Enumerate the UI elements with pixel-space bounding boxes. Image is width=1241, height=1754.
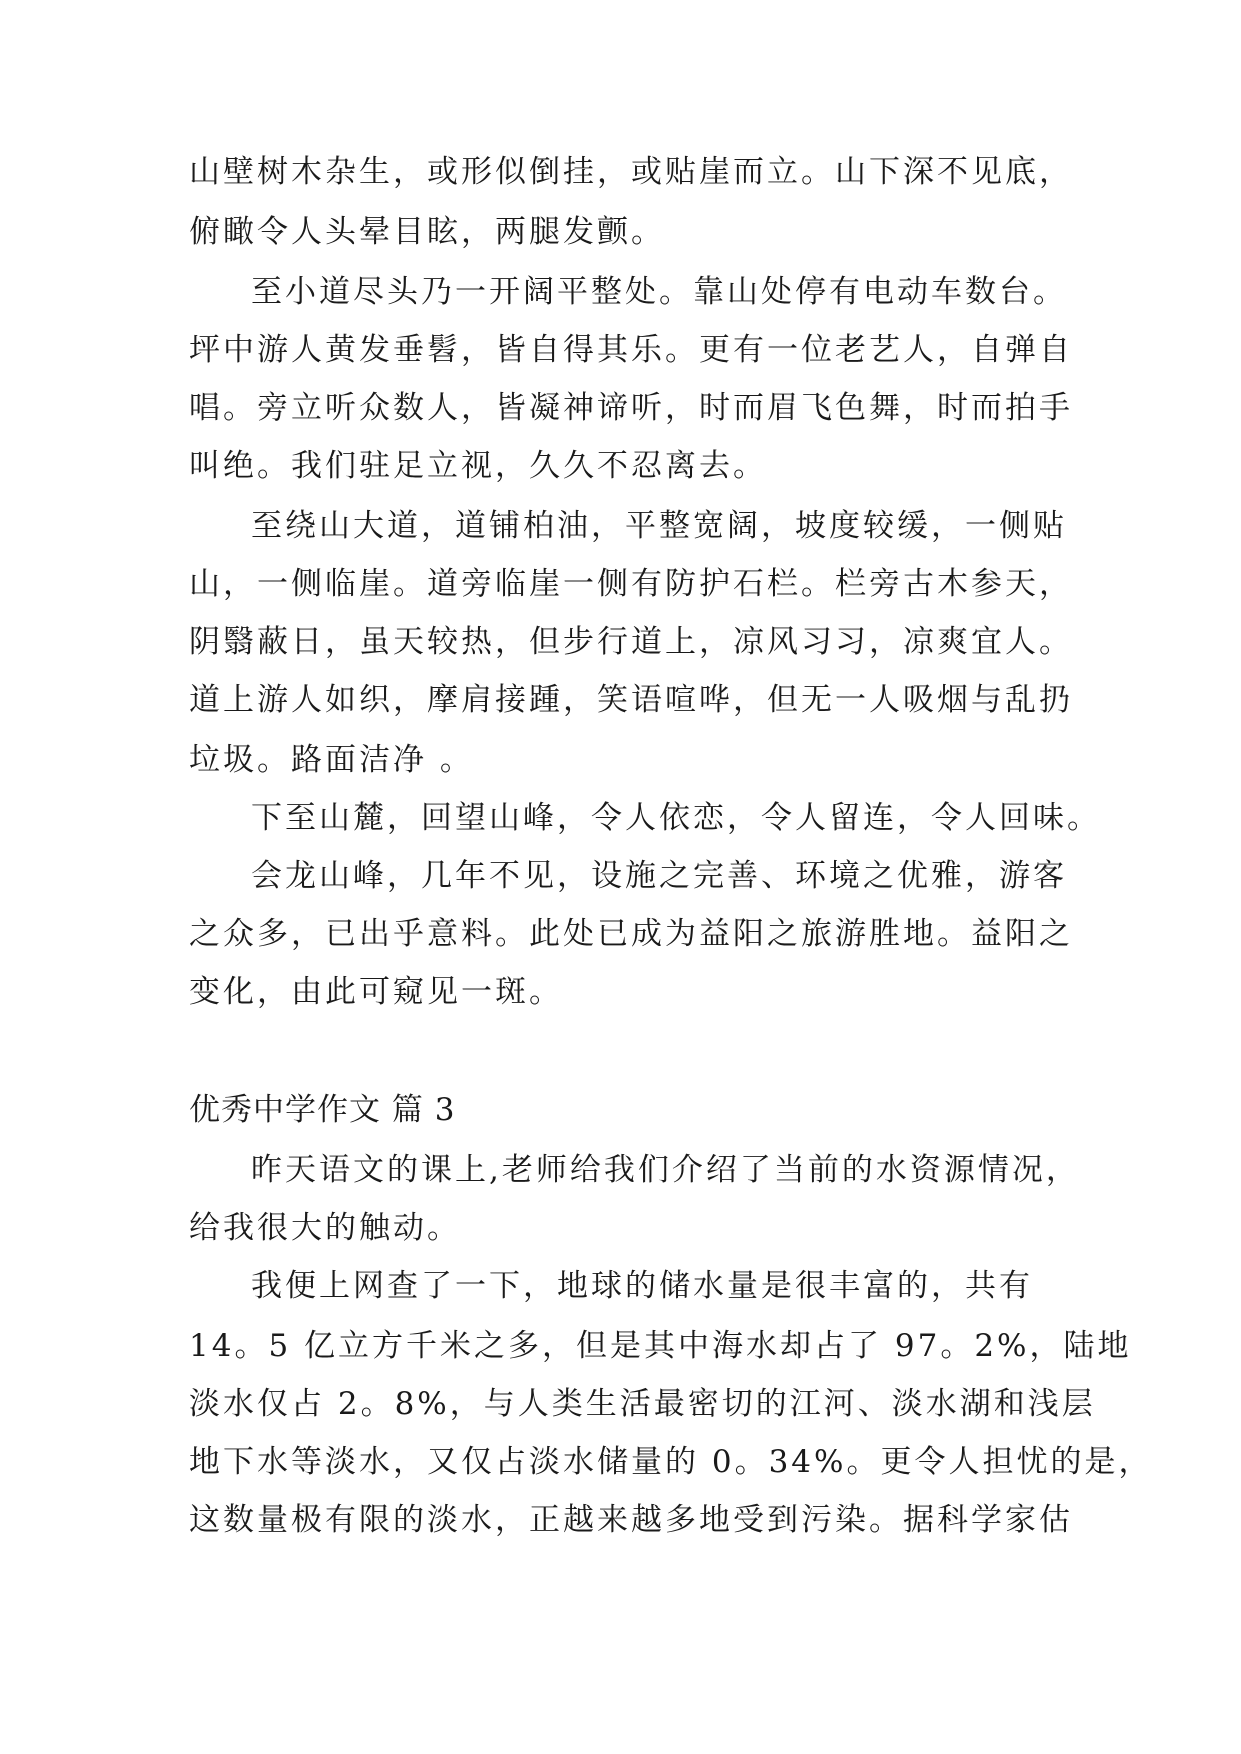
- text-line-4: 坪中游人黄发垂髫，皆自得其乐。更有一位老艺人，自弹自: [189, 332, 1073, 368]
- text-line-7: 至绕山大道，道铺柏油，平整宽阔，坡度较缓，一侧贴: [251, 508, 1067, 544]
- text-line-10: 道上游人如织，摩肩接踵，笑语喧哗，但无一人吸烟与乱扔: [189, 682, 1073, 718]
- text-line-9: 阴翳蔽日，虽天较热，但步行道上，凉风习习，凉爽宜人。: [189, 624, 1073, 660]
- text-line-17: 给我很大的触动。: [189, 1210, 461, 1246]
- text-line-21: 地下水等淡水，又仅占淡水储量的 0。34%。更令人担忧的是，: [189, 1444, 1153, 1480]
- text-line-5: 唱。旁立听众数人，皆凝神谛听，时而眉飞色舞，时而拍手: [189, 390, 1073, 426]
- text-line-16: 昨天语文的课上,老师给我们介绍了当前的水资源情况，: [251, 1152, 1080, 1188]
- text-line-13: 会龙山峰，几年不见，设施之完善、环境之优雅，游客: [251, 858, 1067, 894]
- text-line-8: 山，一侧临崖。道旁临崖一侧有防护石栏。栏旁古木参天，: [189, 566, 1073, 602]
- text-line-3: 至小道尽头乃一开阔平整处。靠山处停有电动车数台。: [251, 274, 1067, 310]
- text-line-14: 之众多，已出乎意料。此处已成为益阳之旅游胜地。益阳之: [189, 916, 1073, 952]
- text-line-12: 下至山麓，回望山峰，令人依恋，令人留连，令人回味。: [251, 800, 1101, 836]
- text-line-18: 我便上网查了一下，地球的储水量是很丰富的，共有: [251, 1268, 1033, 1304]
- section-heading: 优秀中学作文 篇 3: [189, 1092, 456, 1128]
- text-line-19: 14。5 亿立方千米之多，但是其中海水却占了 97。2%，陆地: [189, 1328, 1132, 1364]
- text-line-22: 这数量极有限的淡水，正越来越多地受到污染。据科学家估: [189, 1502, 1073, 1538]
- text-line-15: 变化，由此可窥见一斑。: [189, 974, 563, 1010]
- text-line-2: 俯瞰令人头晕目眩，两腿发颤。: [189, 214, 665, 250]
- text-line-6: 叫绝。我们驻足立视，久久不忍离去。: [189, 448, 767, 484]
- text-line-11: 垃圾。路面洁净 。: [189, 742, 474, 778]
- text-line-1: 山壁树木杂生，或形似倒挂，或贴崖而立。山下深不见底，: [189, 154, 1073, 190]
- text-line-20: 淡水仅占 2。8%，与人类生活最密切的江河、淡水湖和浅层: [189, 1386, 1096, 1422]
